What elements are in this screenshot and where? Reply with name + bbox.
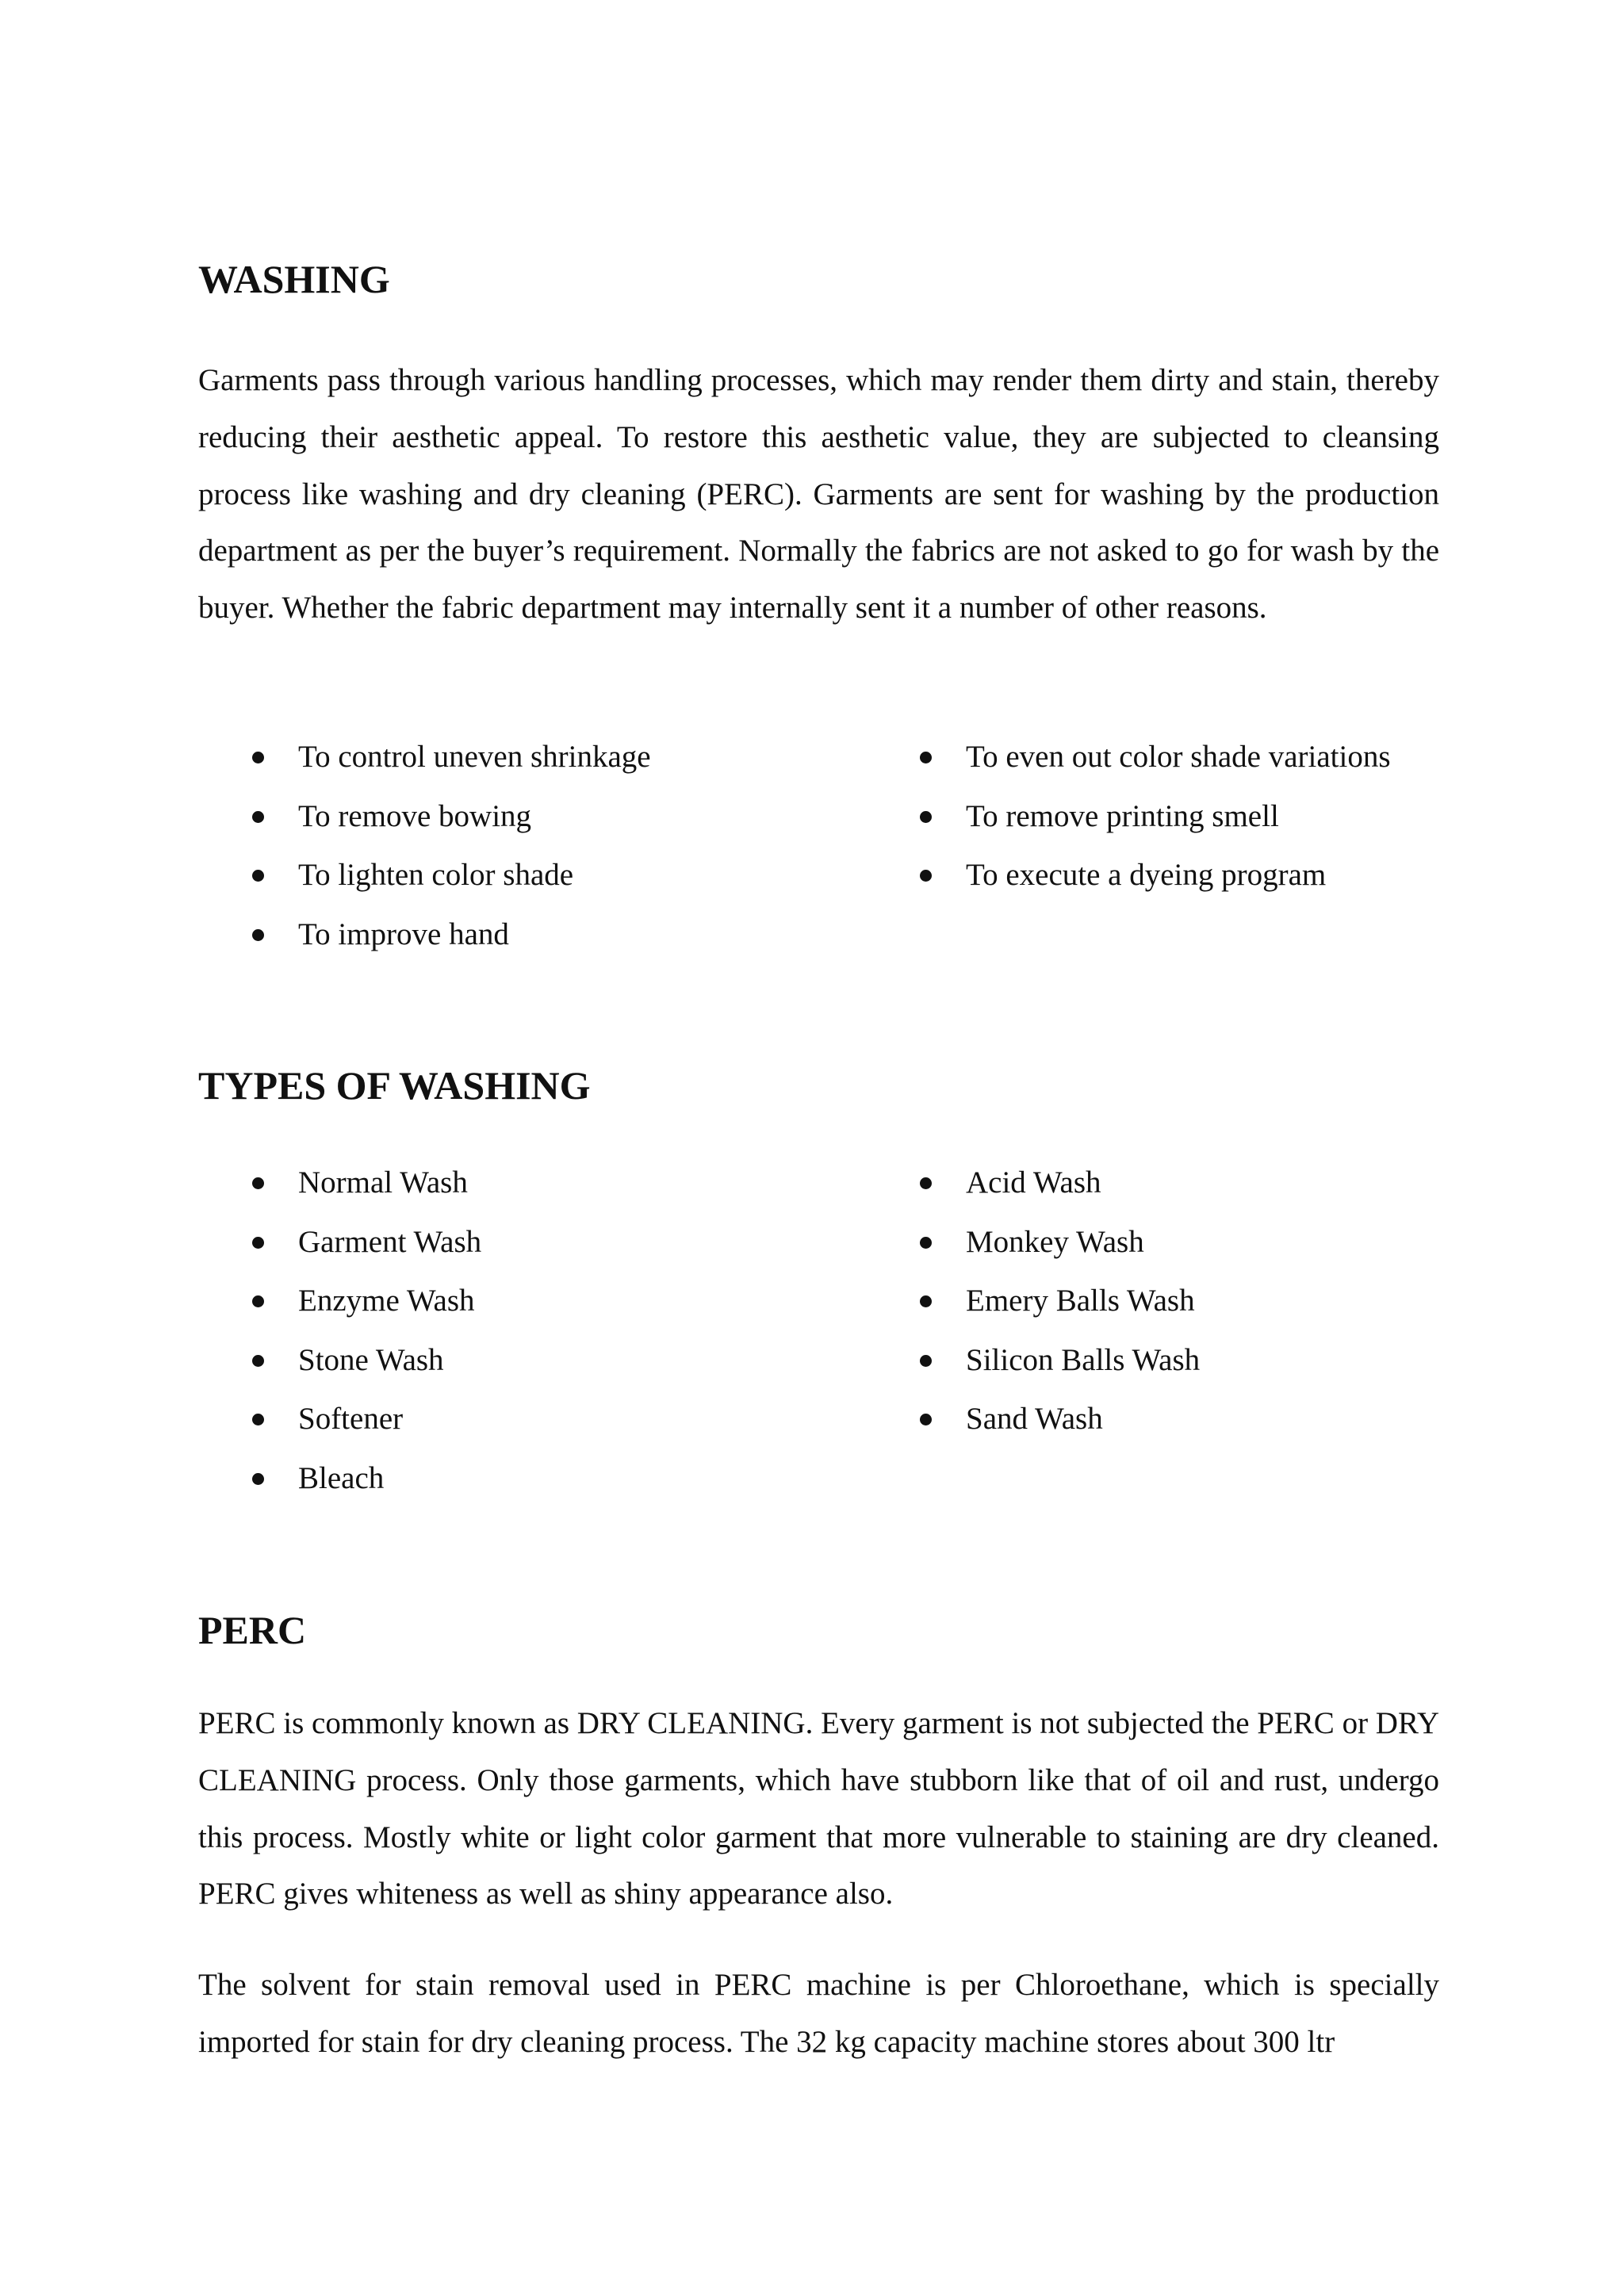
washing-reasons-left-list (298, 737, 651, 974)
types-of-washing-heading: TYPES OF WASHING (198, 1063, 591, 1108)
bullet-icon (920, 1414, 932, 1425)
washing-types-left-list (298, 1163, 481, 1517)
bullet-icon (920, 1295, 932, 1307)
bullet-icon (252, 1177, 264, 1189)
list-item: Normal Wash (298, 1163, 481, 1223)
bullet-icon (920, 1355, 932, 1367)
bullet-icon (920, 870, 932, 882)
bullet-icon (252, 1237, 264, 1249)
washing-types-right-list (966, 1163, 1200, 1459)
bullet-icon (920, 811, 932, 823)
list-item: Bleach (298, 1459, 481, 1518)
list-item: To remove bowing (298, 797, 651, 856)
list-item: Monkey Wash (966, 1223, 1200, 1282)
bullet-icon (252, 1473, 264, 1485)
bullet-icon (920, 752, 932, 763)
list-item: To control uneven shrinkage (298, 737, 651, 797)
list-item: Softener (298, 1399, 481, 1459)
perc-heading: PERC (198, 1608, 307, 1652)
list-item: To remove printing smell (966, 797, 1391, 856)
list-item: Enzyme Wash (298, 1281, 481, 1341)
bullet-icon (252, 752, 264, 763)
list-item: To lighten color shade (298, 855, 651, 915)
washing-reasons-right-list (966, 737, 1391, 915)
perc-paragraph-2: The solvent for stain removal used in PERC machine is per Chloroethane, which is specially imported for stain for dry cleaning process. The 32 kg capacity machine stores about 300 ltr (198, 1968, 1439, 2059)
perc-paragraph-1: PERC is commonly known as DRY CLEANING. Every garment is not subjected the PERC or DRY CLEANING process. Only those garments, which have stubborn like that of oil and rust, undergo this process. Mostly white or light color garment that more vulnerable to staining are dry cleaned. PERC gives whiteness as well as shiny appearance also. (198, 1706, 1439, 1911)
list-item: To execute a dyeing program (966, 855, 1391, 915)
list-item: To improve hand (298, 915, 651, 974)
list-item: Garment Wash (298, 1223, 481, 1282)
washing-heading: WASHING (198, 257, 390, 301)
bullet-icon (920, 1237, 932, 1249)
bullet-icon (252, 811, 264, 823)
bullet-icon (920, 1177, 932, 1189)
washing-paragraph: Garments pass through various handling processes, which may render them dirty and stain, thereby reducing their aesthetic appeal. To restore this aesthetic value, they are subjected to cleansing process like washing and dry cleaning (PERC). Garments are sent for washing by the production department as per the buyer’s requirement. Normally the fabrics are not asked to go for wash by the buyer. Whether the fabric department may internally sent it a number of other reasons. (198, 363, 1439, 626)
list-item: Emery Balls Wash (966, 1281, 1200, 1341)
list-item: To even out color shade variations (966, 737, 1391, 797)
bullet-icon (252, 1355, 264, 1367)
list-item: Sand Wash (966, 1399, 1200, 1459)
list-item: Acid Wash (966, 1163, 1200, 1223)
bullet-icon (252, 929, 264, 941)
bullet-icon (252, 1295, 264, 1307)
list-item: Stone Wash (298, 1341, 481, 1400)
list-item: Silicon Balls Wash (966, 1341, 1200, 1400)
bullet-icon (252, 1414, 264, 1425)
bullet-icon (252, 870, 264, 882)
